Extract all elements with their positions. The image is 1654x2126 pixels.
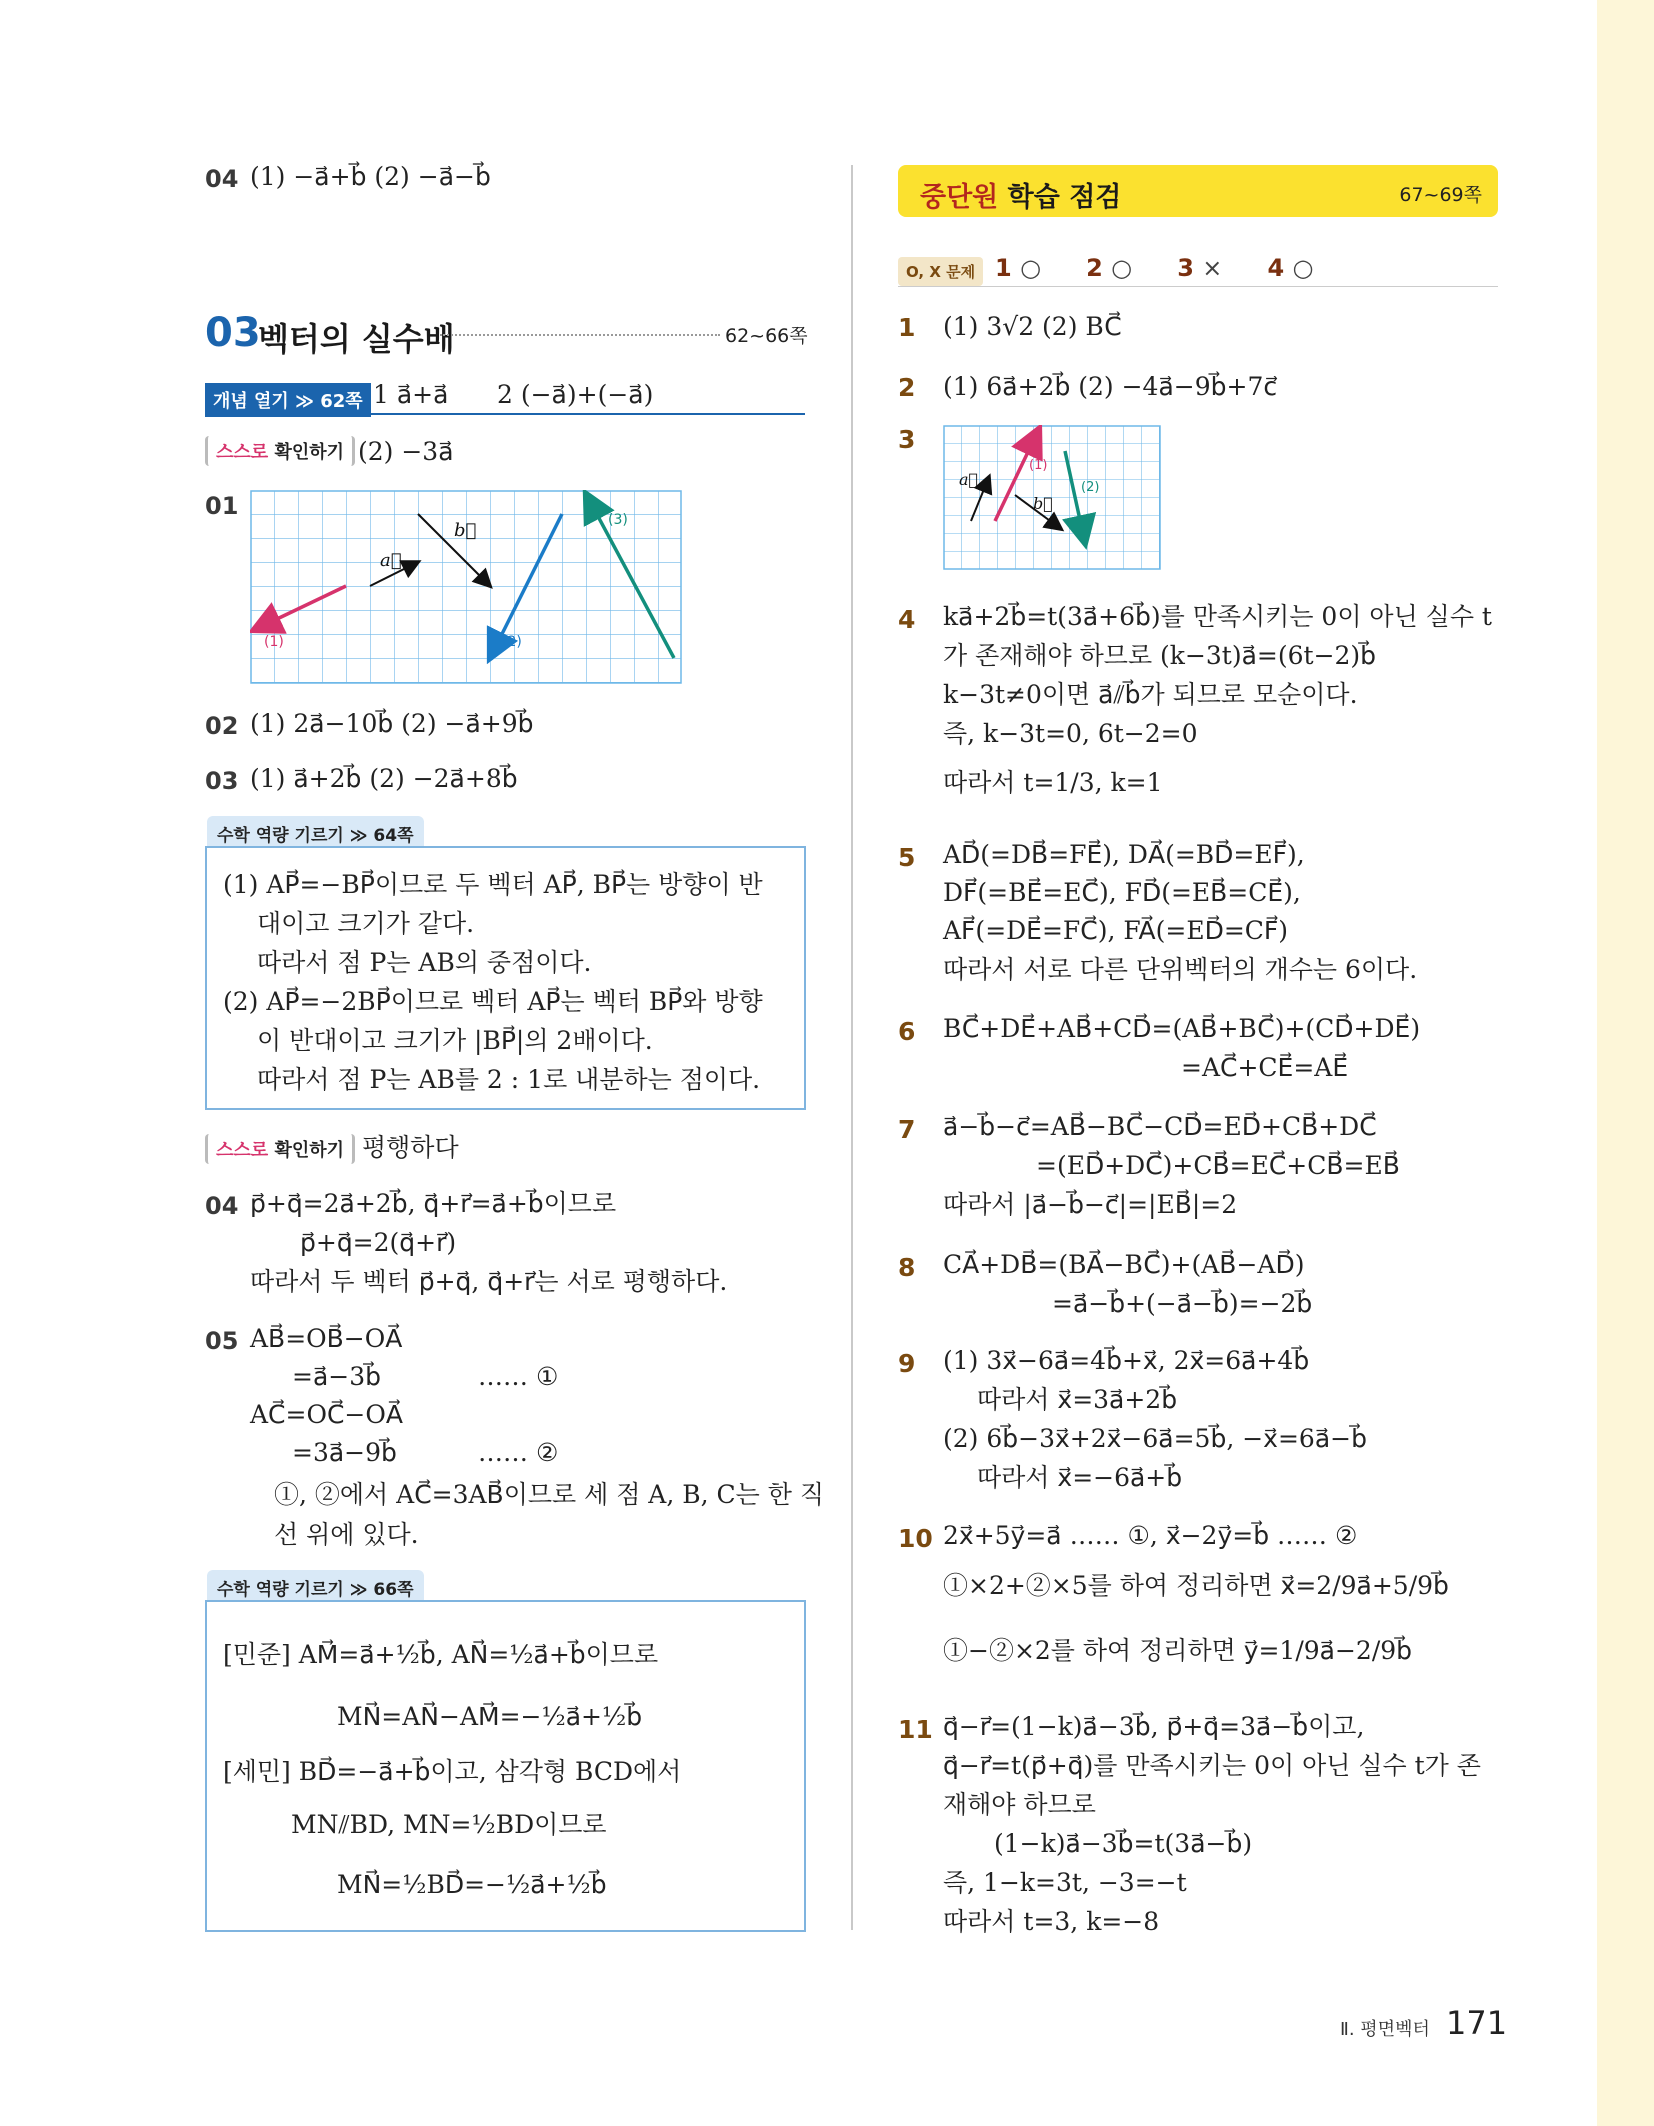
ox-item: 4 ○ — [1267, 254, 1314, 282]
tab-page: ≫ 64쪽 — [349, 826, 414, 846]
solution-line: 선 위에 있다. — [274, 1520, 419, 1549]
solution-line: 재해야 하므로 — [943, 1790, 1096, 1819]
self-check-answer: 평행하다 — [362, 1133, 459, 1162]
solution-line: q⃗−r⃗=(1−k)a⃗−3b⃗, p⃗+q⃗=3a⃗−b⃗이고, — [943, 1712, 1365, 1741]
item-number: 02 — [205, 712, 239, 740]
header-title — [920, 175, 1121, 214]
item-number: 01 — [205, 492, 239, 520]
footer-section: Ⅱ. 평면벡터 — [1340, 2019, 1430, 2040]
box-line: [세민] BD⃗=−a⃗+b⃗이고, 삼각형 BCD에서 — [223, 1757, 682, 1786]
tab-label: 수학 역량 기르기 — [217, 1580, 344, 1600]
item-number: 04 — [205, 1192, 239, 1220]
item-number: 05 — [205, 1327, 239, 1355]
vector-grid-figure — [250, 490, 682, 690]
box-line: (2) AP⃗=−2BP⃗이므로 벡터 AP⃗는 벡터 BP⃗와 방향 — [223, 987, 763, 1016]
solution-line: CA⃗+DB⃗=(BA⃗−BC⃗)+(AB⃗−AD⃗) — [943, 1250, 1305, 1279]
solution-line: 즉, k−3t=0, 6t−2=0 — [943, 719, 1198, 748]
solution-line: 가 존재해야 하므로 (k−3t)a⃗=(6t−2)b⃗ — [943, 641, 1377, 670]
concept-tag: 개념 열기 ≫ 62쪽 — [205, 383, 371, 417]
label-1: (1) — [264, 634, 284, 650]
answer-text: (1) 6a⃗+2b⃗ (2) −4a⃗−9b⃗+7c⃗ — [943, 372, 1278, 401]
concept-underline — [205, 413, 805, 415]
math-box — [205, 846, 806, 1110]
box-line: 따라서 점 P는 AB의 중점이다. — [257, 948, 592, 977]
question-number: 8 — [898, 1253, 916, 1282]
solution-line: DF⃗(=BE⃗=EC⃗), FD⃗(=EB⃗=CE⃗), — [943, 878, 1301, 907]
section-number: 03 — [205, 310, 261, 356]
self-check-answer: (2) −3a⃗ — [358, 437, 454, 466]
solution-line: p⃗+q⃗=2a⃗+2b⃗, q⃗+r⃗=a⃗+b⃗이므로 — [250, 1189, 617, 1218]
label-2: (2) — [1081, 480, 1100, 495]
answer-text: (1) a⃗+2b⃗ (2) −2a⃗+8b⃗ — [250, 764, 518, 793]
item-number: 04 — [205, 165, 239, 193]
column-divider — [851, 165, 853, 1930]
box-line: [민준] AM⃗=a⃗+½b⃗, AN⃗=½a⃗+b⃗이므로 — [223, 1640, 659, 1669]
label-a: a⃗ — [959, 470, 979, 489]
solution-line: =a⃗−b⃗+(−a⃗−b⃗)=−2b⃗ — [1052, 1289, 1313, 1318]
section-title: 벡터의 실수배 — [258, 320, 455, 358]
solution-line: =AC⃗+CE⃗=AE⃗ — [1181, 1053, 1349, 1082]
solution-line: 따라서 x⃗=3a⃗+2b⃗ — [977, 1385, 1178, 1414]
solution-line: 따라서 x⃗=−6a⃗+b⃗ — [977, 1463, 1183, 1492]
solution-line: =3a⃗−9b⃗ — [292, 1438, 397, 1467]
answer-text: (1) −a⃗+b⃗ (2) −a⃗−b⃗ — [250, 162, 491, 191]
question-number: 9 — [898, 1349, 916, 1378]
concept-answer-1: 1 a⃗+a⃗ — [373, 380, 449, 409]
title-leader — [440, 334, 720, 336]
tag-rest: 확인하기 — [268, 1140, 344, 1161]
solution-line: ka⃗+2b⃗=t(3a⃗+6b⃗)를 만족시키는 0이 아닌 실수 t — [943, 602, 1492, 631]
ox-item: 3 × — [1177, 254, 1223, 282]
solution-line: 따라서 서로 다른 단위벡터의 개수는 6이다. — [943, 955, 1418, 984]
label-2: (2) — [502, 634, 522, 650]
question-number: 5 — [898, 843, 916, 872]
label-b: b⃗ — [454, 520, 477, 541]
box-line: 대이고 크기가 같다. — [257, 909, 475, 938]
ox-answers — [995, 254, 1314, 282]
math-box — [205, 1600, 806, 1932]
tab-page: ≫ 66쪽 — [349, 1580, 414, 1600]
ox-item: 2 ○ — [1086, 254, 1133, 282]
solution-line: ①×2+②×5를 하여 정리하면 x⃗=2/9a⃗+5/9b⃗ — [943, 1571, 1449, 1600]
page-number: 171 — [1446, 2004, 1508, 2042]
solution-line: 따라서 |a⃗−b⃗−c⃗|=|EB⃗|=2 — [943, 1190, 1238, 1219]
label-b: b⃗ — [1033, 494, 1053, 513]
solution-line: ①−②×2를 하여 정리하면 y⃗=1/9a⃗−2/9b⃗ — [943, 1636, 1413, 1665]
answer-text: (1) 3√2 (2) BC⃗ — [943, 312, 1122, 341]
self-check-tag — [205, 436, 355, 466]
chapter-review-header — [898, 165, 1498, 217]
side-strip — [1597, 0, 1654, 2126]
solution-line: 따라서 t=3, k=−8 — [943, 1907, 1160, 1936]
solution-line: AB⃗=OB⃗−OA⃗ — [250, 1324, 403, 1353]
solution-line: AF⃗(=DE⃗=FC⃗), FA⃗(=ED⃗=CF⃗) — [943, 916, 1289, 945]
tab-label: 수학 역량 기르기 — [217, 826, 344, 846]
header-pages: 67~69쪽 — [1399, 184, 1482, 206]
solution-line: 2x⃗+5y⃗=a⃗ …… ①, x⃗−2y⃗=b⃗ …… ② — [943, 1521, 1358, 1550]
box-line: MN⫽BD, MN=½BD이므로 — [291, 1810, 607, 1839]
question-number: 10 — [898, 1524, 933, 1553]
solution-line: ①, ②에서 AC⃗=3AB⃗이므로 세 점 A, B, C는 한 직 — [274, 1480, 824, 1509]
answer-text: (1) 2a⃗−10b⃗ (2) −a⃗+9b⃗ — [250, 709, 534, 738]
solution-line: (1−k)a⃗−3b⃗=t(3a⃗−b⃗) — [994, 1829, 1253, 1858]
question-number: 2 — [898, 373, 916, 402]
tag-highlight: 스스로 — [216, 1140, 269, 1161]
equation-marker: …… ① — [478, 1362, 559, 1391]
box-line: 이 반대이고 크기가 |BP⃗|의 2배이다. — [257, 1026, 653, 1055]
concept-answer-2: 2 (−a⃗)+(−a⃗) — [497, 380, 654, 409]
header-title-b: 학습 점검 — [1007, 182, 1122, 213]
question-number: 11 — [898, 1715, 933, 1744]
solution-line: =(ED⃗+DC⃗)+CB⃗=EC⃗+CB⃗=EB⃗ — [1036, 1151, 1400, 1180]
solution-line: AC⃗=OC⃗−OA⃗ — [250, 1400, 403, 1429]
self-check-tag — [205, 1134, 355, 1164]
box-line: MN⃗=AN⃗−AM⃗=−½a⃗+½b⃗ — [337, 1702, 643, 1731]
tag-rest: 확인하기 — [268, 442, 344, 463]
equation-marker: …… ② — [478, 1438, 559, 1467]
solution-line: =a⃗−3b⃗ — [292, 1362, 381, 1391]
vector-grid-figure — [943, 425, 1161, 571]
box-line: (1) AP⃗=−BP⃗이므로 두 벡터 AP⃗, BP⃗는 방향이 반 — [223, 870, 763, 899]
question-number: 1 — [898, 313, 916, 342]
ox-underline — [898, 286, 1498, 287]
label-a: a⃗ — [380, 550, 402, 571]
question-number: 6 — [898, 1017, 916, 1046]
question-number: 4 — [898, 605, 916, 634]
solution-line: 따라서 t=1/3, k=1 — [943, 768, 1163, 797]
solution-line: k−3t≠0이면 a⃗⫽b⃗가 되므로 모순이다. — [943, 680, 1358, 709]
ox-tag: O, X 문제 — [898, 257, 983, 286]
box-line: MN⃗=½BD⃗=−½a⃗+½b⃗ — [337, 1870, 607, 1899]
solution-line: 즉, 1−k=3t, −3=−t — [943, 1868, 1187, 1897]
solution-line: a⃗−b⃗−c⃗=AB⃗−BC⃗−CD⃗=ED⃗+CB⃗+DC⃗ — [943, 1112, 1377, 1141]
question-number: 7 — [898, 1115, 916, 1144]
solution-line: 따라서 두 벡터 p⃗+q⃗, q⃗+r⃗는 서로 평행하다. — [250, 1267, 728, 1296]
solution-line: q⃗−r⃗=t(p⃗+q⃗)를 만족시키는 0이 아닌 실수 t가 존 — [943, 1751, 1481, 1780]
question-number: 3 — [898, 425, 916, 454]
solution-line: BC⃗+DE⃗+AB⃗+CD⃗=(AB⃗+BC⃗)+(CD⃗+DE⃗) — [943, 1014, 1421, 1043]
section-pages: 62~66쪽 — [725, 325, 808, 347]
label-3: (3) — [608, 512, 628, 528]
box-line: 따라서 점 P는 AB를 2 : 1로 내분하는 점이다. — [257, 1065, 761, 1094]
solution-line: AD⃗(=DB⃗=FE⃗), DA⃗(=BD⃗=EF⃗), — [943, 840, 1305, 869]
solution-line: (1) 3x⃗−6a⃗=4b⃗+x⃗, 2x⃗=6a⃗+4b⃗ — [943, 1346, 1310, 1375]
tag-highlight: 스스로 — [216, 442, 269, 463]
ox-item: 1 ○ — [995, 254, 1042, 282]
solution-line: (2) 6b⃗−3x⃗+2x⃗−6a⃗=5b⃗, −x⃗=6a⃗−b⃗ — [943, 1424, 1367, 1453]
item-number: 03 — [205, 767, 239, 795]
header-title-a: 중단원 — [920, 182, 1008, 213]
label-1: (1) — [1029, 458, 1048, 473]
solution-line: p⃗+q⃗=2(q⃗+r⃗) — [300, 1228, 457, 1257]
